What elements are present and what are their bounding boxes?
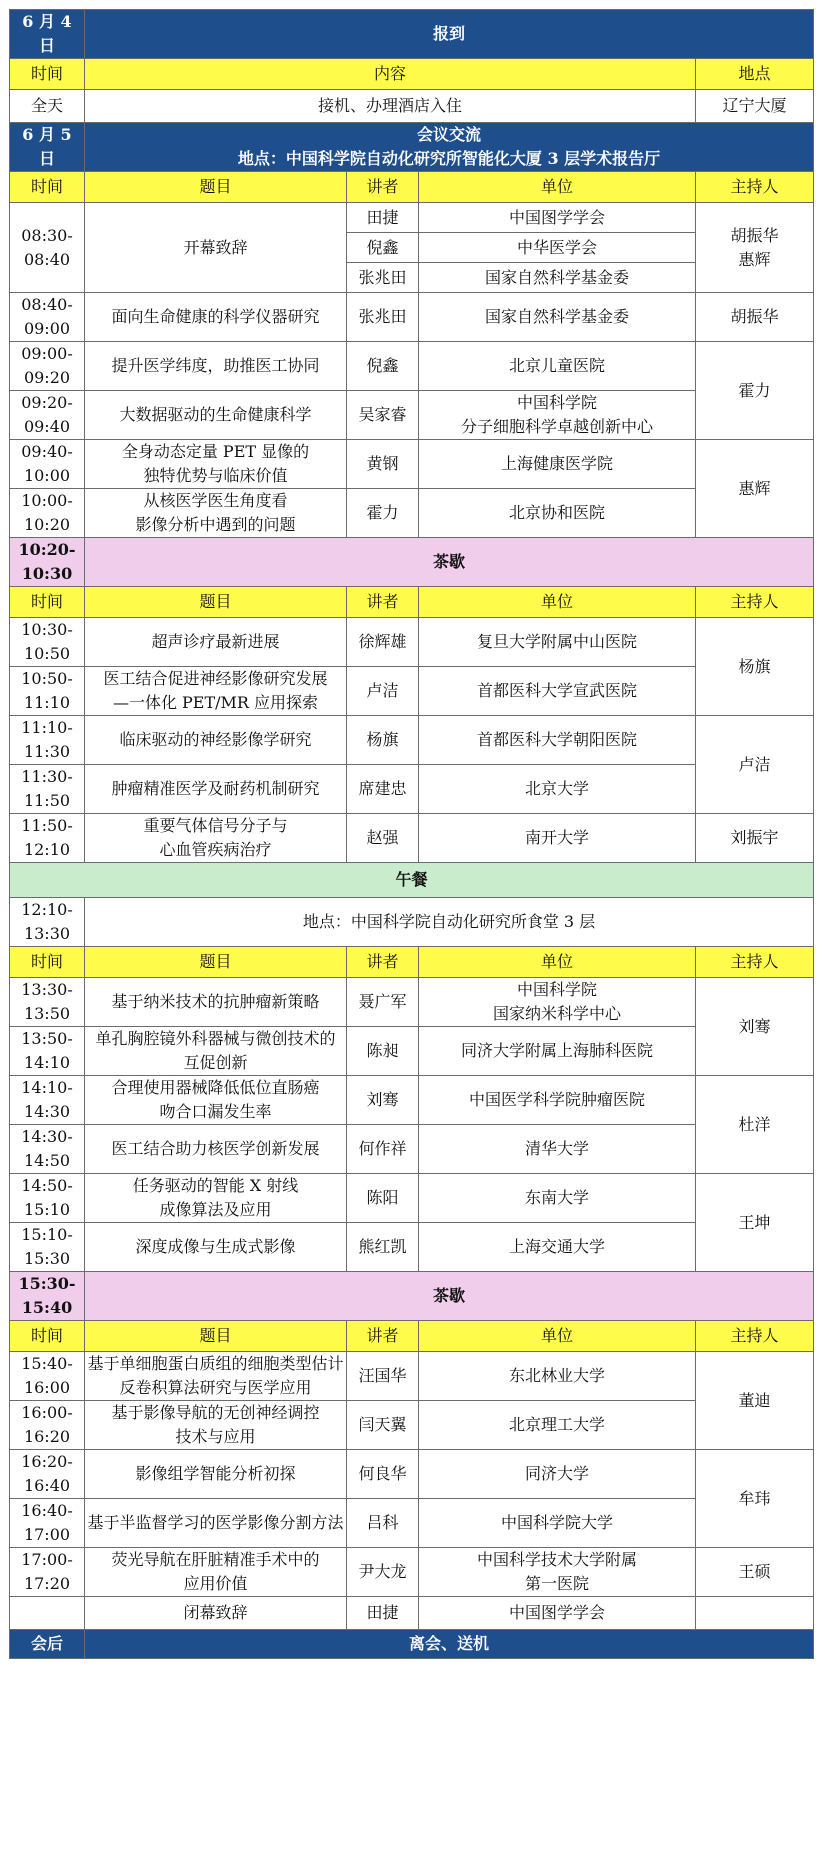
session-topic: 基于半监督学习的医学影像分割方法 xyxy=(85,1499,347,1548)
session-time: 14:10- 14:30 xyxy=(10,1076,85,1125)
session-speaker: 黄钢 xyxy=(347,440,419,489)
session-time: 11:10- 11:30 xyxy=(10,716,85,765)
session-unit: 清华大学 xyxy=(419,1125,696,1174)
session-speaker: 汪国华 xyxy=(347,1352,419,1401)
session-speaker: 徐辉雄 xyxy=(347,618,419,667)
session-topic: 大数据驱动的生命健康科学 xyxy=(85,391,347,440)
day2-date: 6 月 5 日 xyxy=(10,123,85,172)
lunch-location-row xyxy=(10,898,814,947)
session-unit: 上海交通大学 xyxy=(419,1223,696,1272)
lunch-label: 午餐 xyxy=(10,863,814,898)
session-speaker: 熊红凯 xyxy=(347,1223,419,1272)
session-host: 胡振华 xyxy=(696,293,814,342)
session-topic: 从核医学医生角度看 影像分析中遇到的问题 xyxy=(85,489,347,538)
header-time: 时间 xyxy=(10,172,85,203)
table-row xyxy=(10,1174,814,1223)
session-host: 牟玮 xyxy=(696,1450,814,1548)
break-time: 10:20- 10:30 xyxy=(10,538,85,587)
lunch-time: 12:10- 13:30 xyxy=(10,898,85,947)
session-speaker: 张兆田 xyxy=(347,293,419,342)
lunch-row xyxy=(10,863,814,898)
session-time: 09:00- 09:20 xyxy=(10,342,85,391)
header-unit: 单位 xyxy=(419,947,696,978)
session-speaker: 吴家睿 xyxy=(347,391,419,440)
session-unit: 国家自然科学基金委 xyxy=(419,293,696,342)
session-host: 胡振华 惠辉 xyxy=(696,203,814,293)
session-unit: 同济大学附属上海肺科医院 xyxy=(419,1027,696,1076)
session-topic: 基于影像导航的无创神经调控 技术与应用 xyxy=(85,1401,347,1450)
session-topic: 合理使用器械降低低位直肠癌 吻合口漏发生率 xyxy=(85,1076,347,1125)
session-host: 霍力 xyxy=(696,342,814,440)
session-topic: 面向生命健康的科学仪器研究 xyxy=(85,293,347,342)
day2-title-row xyxy=(10,123,814,172)
session-topic: 开幕致辞 xyxy=(85,203,347,293)
session-unit: 中国图学学会 xyxy=(419,203,696,233)
session-host: 董迪 xyxy=(696,1352,814,1450)
column-header-row xyxy=(10,1321,814,1352)
session-speaker: 刘骞 xyxy=(347,1076,419,1125)
session-topic: 影像组学智能分析初探 xyxy=(85,1450,347,1499)
session-topic: 医工结合助力核医学创新发展 xyxy=(85,1125,347,1174)
header-host: 主持人 xyxy=(696,947,814,978)
session-time: 08:30- 08:40 xyxy=(10,203,85,293)
day1-title: 报到 xyxy=(85,10,814,59)
session-topic: 全身动态定量 PET 显像的 独特优势与临床价值 xyxy=(85,440,347,489)
header-unit: 单位 xyxy=(419,172,696,203)
session-time: 09:40- 10:00 xyxy=(10,440,85,489)
session-time: 17:00- 17:20 xyxy=(10,1548,85,1597)
session-unit: 首都医科大学朝阳医院 xyxy=(419,716,696,765)
session-unit: 国家自然科学基金委 xyxy=(419,263,696,293)
session-time: 10:00- 10:20 xyxy=(10,489,85,538)
table-row xyxy=(10,978,814,1027)
session-unit: 同济大学 xyxy=(419,1450,696,1499)
header-unit: 单位 xyxy=(419,1321,696,1352)
session-host: 杨旗 xyxy=(696,618,814,716)
session-time: 16:40- 17:00 xyxy=(10,1499,85,1548)
session-speaker: 赵强 xyxy=(347,814,419,863)
header-topic: 题目 xyxy=(85,1321,347,1352)
table-row xyxy=(10,716,814,765)
session-speaker: 陈昶 xyxy=(347,1027,419,1076)
day1-header-time: 时间 xyxy=(10,59,85,90)
session-topic: 提升医学纬度，助推医工协同 xyxy=(85,342,347,391)
session-topic: 重要气体信号分子与 心血管疾病治疗 xyxy=(85,814,347,863)
session-unit: 北京理工大学 xyxy=(419,1401,696,1450)
session-unit: 北京协和医院 xyxy=(419,489,696,538)
session-speaker: 杨旗 xyxy=(347,716,419,765)
footer-label: 离会、送机 xyxy=(85,1630,814,1659)
header-time: 时间 xyxy=(10,1321,85,1352)
session-time: 15:40- 16:00 xyxy=(10,1352,85,1401)
table-row xyxy=(10,440,814,489)
footer-time: 会后 xyxy=(10,1630,85,1659)
table-row xyxy=(10,1027,814,1076)
footer-row xyxy=(10,1630,814,1659)
session-speaker: 何良华 xyxy=(347,1450,419,1499)
header-speaker: 讲者 xyxy=(347,1321,419,1352)
table-row xyxy=(10,765,814,814)
conference-schedule-table xyxy=(9,9,814,1659)
table-row xyxy=(10,489,814,538)
table-row xyxy=(10,203,814,233)
session-speaker: 尹大龙 xyxy=(347,1548,419,1597)
session-speaker: 闫天翼 xyxy=(347,1401,419,1450)
session-speaker: 倪鑫 xyxy=(347,342,419,391)
session-host: 王硕 xyxy=(696,1548,814,1597)
table-row xyxy=(10,1125,814,1174)
session-host: 卢洁 xyxy=(696,716,814,814)
session-time: 13:30- 13:50 xyxy=(10,978,85,1027)
session-topic: 医工结合促进神经影像研究发展 —一体化 PET/MR 应用探索 xyxy=(85,667,347,716)
session-speaker: 田捷 xyxy=(347,203,419,233)
session-time: 16:20- 16:40 xyxy=(10,1450,85,1499)
table-row xyxy=(10,1548,814,1597)
header-speaker: 讲者 xyxy=(347,947,419,978)
session-host: 刘骞 xyxy=(696,978,814,1076)
session-topic: 超声诊疗最新进展 xyxy=(85,618,347,667)
table-row xyxy=(10,342,814,391)
closing-speaker: 田捷 xyxy=(347,1597,419,1630)
closing-unit: 中国图学学会 xyxy=(419,1597,696,1630)
column-header-row xyxy=(10,172,814,203)
column-header-row xyxy=(10,587,814,618)
session-host: 王坤 xyxy=(696,1174,814,1272)
break-label: 茶歇 xyxy=(85,1272,814,1321)
session-speaker: 席建忠 xyxy=(347,765,419,814)
session-topic: 荧光导航在肝脏精准手术中的 应用价值 xyxy=(85,1548,347,1597)
header-host: 主持人 xyxy=(696,1321,814,1352)
table-row xyxy=(10,1450,814,1499)
day2-location: 地点：中国科学院自动化研究所智能化大厦 3 层学术报告厅 xyxy=(237,149,661,168)
lunch-location: 地点：中国科学院自动化研究所食堂 3 层 xyxy=(85,898,814,947)
session-unit: 中国科学院大学 xyxy=(419,1499,696,1548)
session-time: 15:10- 15:30 xyxy=(10,1223,85,1272)
closing-host xyxy=(696,1597,814,1630)
day2-title: 会议交流 xyxy=(417,125,482,144)
tea-break-row xyxy=(10,1272,814,1321)
table-row xyxy=(10,1499,814,1548)
session-topic: 深度成像与生成式影像 xyxy=(85,1223,347,1272)
session-time: 14:30- 14:50 xyxy=(10,1125,85,1174)
day1-header-row xyxy=(10,59,814,90)
table-row xyxy=(10,814,814,863)
closing-time xyxy=(10,1597,85,1630)
session-topic: 基于单细胞蛋白质组的细胞类型估计 反卷积算法研究与医学应用 xyxy=(85,1352,347,1401)
table-row xyxy=(10,1352,814,1401)
session-time: 08:40- 09:00 xyxy=(10,293,85,342)
day2-title-block xyxy=(85,123,814,172)
session-unit: 首都医科大学宣武医院 xyxy=(419,667,696,716)
session-unit: 东北林业大学 xyxy=(419,1352,696,1401)
header-speaker: 讲者 xyxy=(347,172,419,203)
session-speaker: 倪鑫 xyxy=(347,233,419,263)
closing-topic: 闭幕致辞 xyxy=(85,1597,347,1630)
session-speaker: 张兆田 xyxy=(347,263,419,293)
session-time: 10:50- 11:10 xyxy=(10,667,85,716)
session-topic: 任务驱动的智能 X 射线 成像算法及应用 xyxy=(85,1174,347,1223)
session-unit: 东南大学 xyxy=(419,1174,696,1223)
session-unit: 南开大学 xyxy=(419,814,696,863)
tea-break-row xyxy=(10,538,814,587)
session-speaker: 陈阳 xyxy=(347,1174,419,1223)
session-unit: 上海健康医学院 xyxy=(419,440,696,489)
header-time: 时间 xyxy=(10,947,85,978)
break-label: 茶歇 xyxy=(85,538,814,587)
day1-row-place: 辽宁大厦 xyxy=(696,90,814,123)
session-unit: 中华医学会 xyxy=(419,233,696,263)
session-unit: 北京大学 xyxy=(419,765,696,814)
header-host: 主持人 xyxy=(696,587,814,618)
header-host: 主持人 xyxy=(696,172,814,203)
day1-header-content: 内容 xyxy=(85,59,696,90)
session-unit: 中国医学科学院肿瘤医院 xyxy=(419,1076,696,1125)
header-topic: 题目 xyxy=(85,172,347,203)
table-row xyxy=(10,618,814,667)
table-row xyxy=(10,391,814,440)
session-speaker: 霍力 xyxy=(347,489,419,538)
session-host: 刘振宇 xyxy=(696,814,814,863)
session-topic: 单孔胸腔镜外科器械与微创技术的 互促创新 xyxy=(85,1027,347,1076)
day1-checkin-row xyxy=(10,90,814,123)
table-row xyxy=(10,667,814,716)
session-host: 杜洋 xyxy=(696,1076,814,1174)
session-speaker: 卢洁 xyxy=(347,667,419,716)
header-time: 时间 xyxy=(10,587,85,618)
day1-header-place: 地点 xyxy=(696,59,814,90)
break-time: 15:30- 15:40 xyxy=(10,1272,85,1321)
table-row xyxy=(10,1401,814,1450)
day1-row-content: 接机、办理酒店入住 xyxy=(85,90,696,123)
session-topic: 基于纳米技术的抗肿瘤新策略 xyxy=(85,978,347,1027)
session-unit: 北京儿童医院 xyxy=(419,342,696,391)
session-unit: 复旦大学附属中山医院 xyxy=(419,618,696,667)
session-topic: 肿瘤精准医学及耐药机制研究 xyxy=(85,765,347,814)
session-time: 11:30- 11:50 xyxy=(10,765,85,814)
session-time: 11:50- 12:10 xyxy=(10,814,85,863)
header-unit: 单位 xyxy=(419,587,696,618)
session-speaker: 何作祥 xyxy=(347,1125,419,1174)
day1-title-row xyxy=(10,10,814,59)
header-speaker: 讲者 xyxy=(347,587,419,618)
session-time: 09:20- 09:40 xyxy=(10,391,85,440)
closing-row xyxy=(10,1597,814,1630)
session-time: 13:50- 14:10 xyxy=(10,1027,85,1076)
header-topic: 题目 xyxy=(85,587,347,618)
session-time: 10:30- 10:50 xyxy=(10,618,85,667)
table-row xyxy=(10,1223,814,1272)
day1-row-time: 全天 xyxy=(10,90,85,123)
day1-date: 6 月 4 日 xyxy=(10,10,85,59)
table-row xyxy=(10,1076,814,1125)
header-topic: 题目 xyxy=(85,947,347,978)
session-speaker: 聂广军 xyxy=(347,978,419,1027)
session-host: 惠辉 xyxy=(696,440,814,538)
session-time: 14:50- 15:10 xyxy=(10,1174,85,1223)
session-unit: 中国科学院 国家纳米科学中心 xyxy=(419,978,696,1027)
session-time: 16:00- 16:20 xyxy=(10,1401,85,1450)
session-speaker: 吕科 xyxy=(347,1499,419,1548)
session-unit: 中国科学院 分子细胞科学卓越创新中心 xyxy=(419,391,696,440)
session-topic: 临床驱动的神经影像学研究 xyxy=(85,716,347,765)
table-row xyxy=(10,293,814,342)
session-unit: 中国科学技术大学附属 第一医院 xyxy=(419,1548,696,1597)
column-header-row xyxy=(10,947,814,978)
